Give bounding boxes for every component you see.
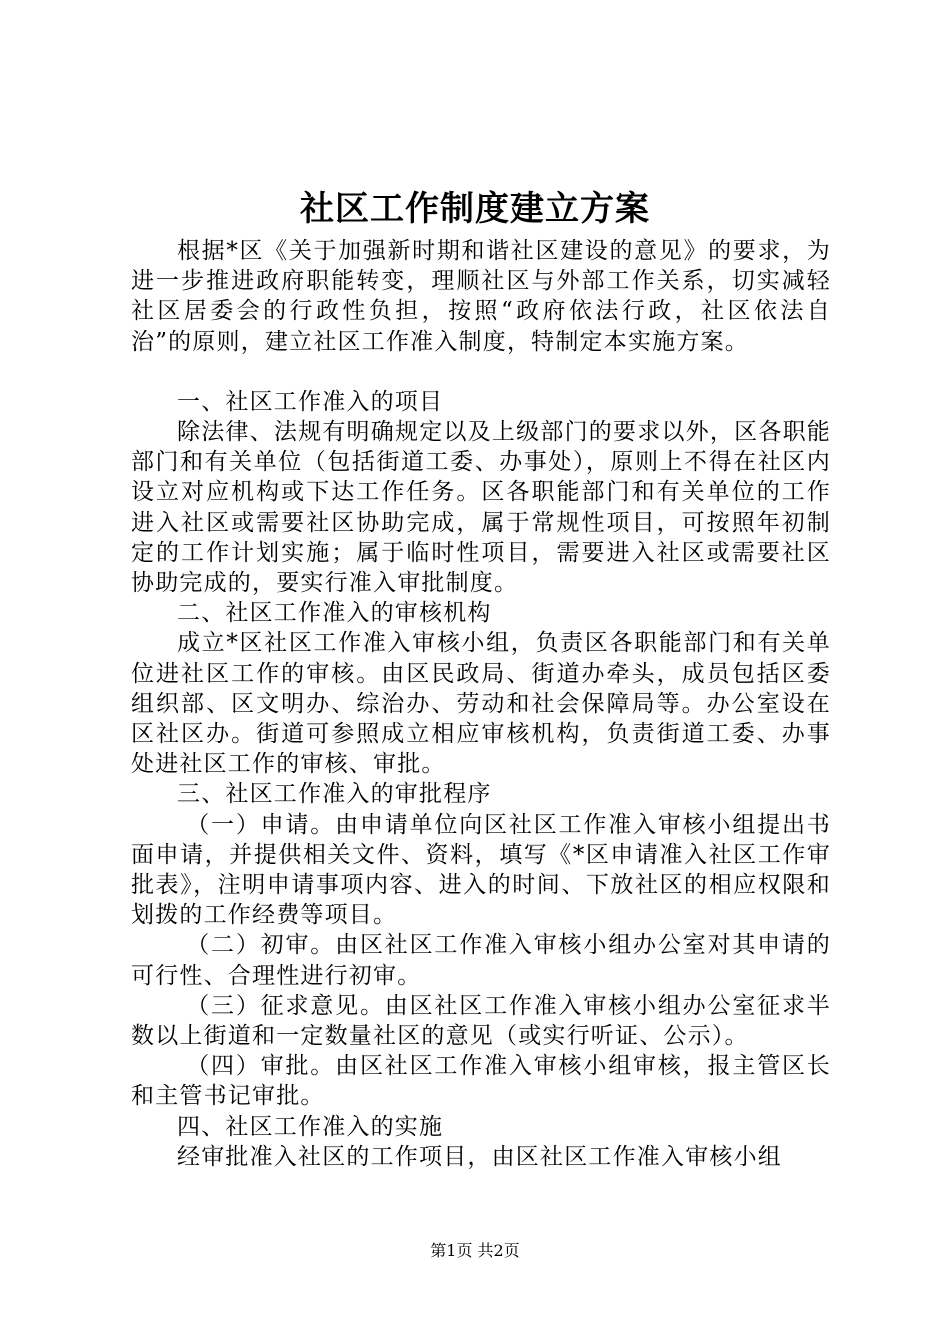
section-heading-4: 四、社区工作准入的实施 — [177, 1113, 444, 1140]
section-2-paragraph: 成立*区社区工作准入审核小组，负责区各职能部门和有关单位进社区工作的审核。由区民政局、街道办牵头，成员包括区委组织部、区文明办、综治办、劳动和社会保障局等。办公室设在区社区办。街道可参照成立相应审核机构，负责街道工委、办事处进社区工作的审核、审批。 — [131, 630, 831, 778]
section-4-paragraph: 经审批准入社区的工作项目，由区社区工作准入审核小组 — [177, 1143, 782, 1170]
section-1-paragraph: 除法律、法规有明确规定以及上级部门的要求以外，区各职能部门和有关单位（包括街道工委、办事处），原则上不得在社区内设立对应机构或下达工作任务。区各职能部门和有关单位的工作进入社区或需要社区协助完成，属于常规性项目，可按照年初制定的工作计划实施；属于临时性项目，需要进入社区或需要社区协助完成的，要实行准入审批制度。 — [131, 419, 831, 597]
document-body — [131, 236, 831, 1172]
intro-paragraph: 根据*区《关于加强新时期和谐社区建设的意见》的要求，为进一步推进政府职能转变，理顺社区与外部工作关系，切实减轻社区居委会的行政性负担，按照“政府依法行政，社区依法自治”的原则，建立社区工作准入制度，特制定本实施方案。 — [131, 238, 831, 355]
document-title: 社区工作制度建立方案 — [300, 189, 650, 229]
section-heading-1: 一、社区工作准入的项目 — [177, 388, 444, 415]
section-3-item-3: （三）征求意见。由区社区工作准入审核小组办公室征求半数以上街道和一定数量社区的意见（或实行听证、公示）。 — [131, 992, 831, 1050]
page-footer: 第1页 共2页 — [430, 1241, 520, 1260]
section-3-item-1: （一）申请。由申请单位向区社区工作准入审核小组提出书面申请，并提供相关文件、资料，填写《*区申请准入社区工作审批表》，注明申请事项内容、进入的时间、下放社区的相应权限和划拨的工作经费等项目。 — [131, 811, 831, 929]
section-3-item-2: （二）初审。由区社区工作准入审核小组办公室对其申请的可行性、合理性进行初审。 — [131, 932, 831, 989]
section-heading-3: 三、社区工作准入的审批程序 — [177, 781, 492, 808]
section-heading-2: 二、社区工作准入的审核机构 — [177, 600, 492, 627]
paragraph-gap — [131, 357, 831, 387]
section-3-item-4: （四）审批。由区社区工作准入审核小组审核，报主管区长和主管书记审批。 — [131, 1053, 831, 1110]
